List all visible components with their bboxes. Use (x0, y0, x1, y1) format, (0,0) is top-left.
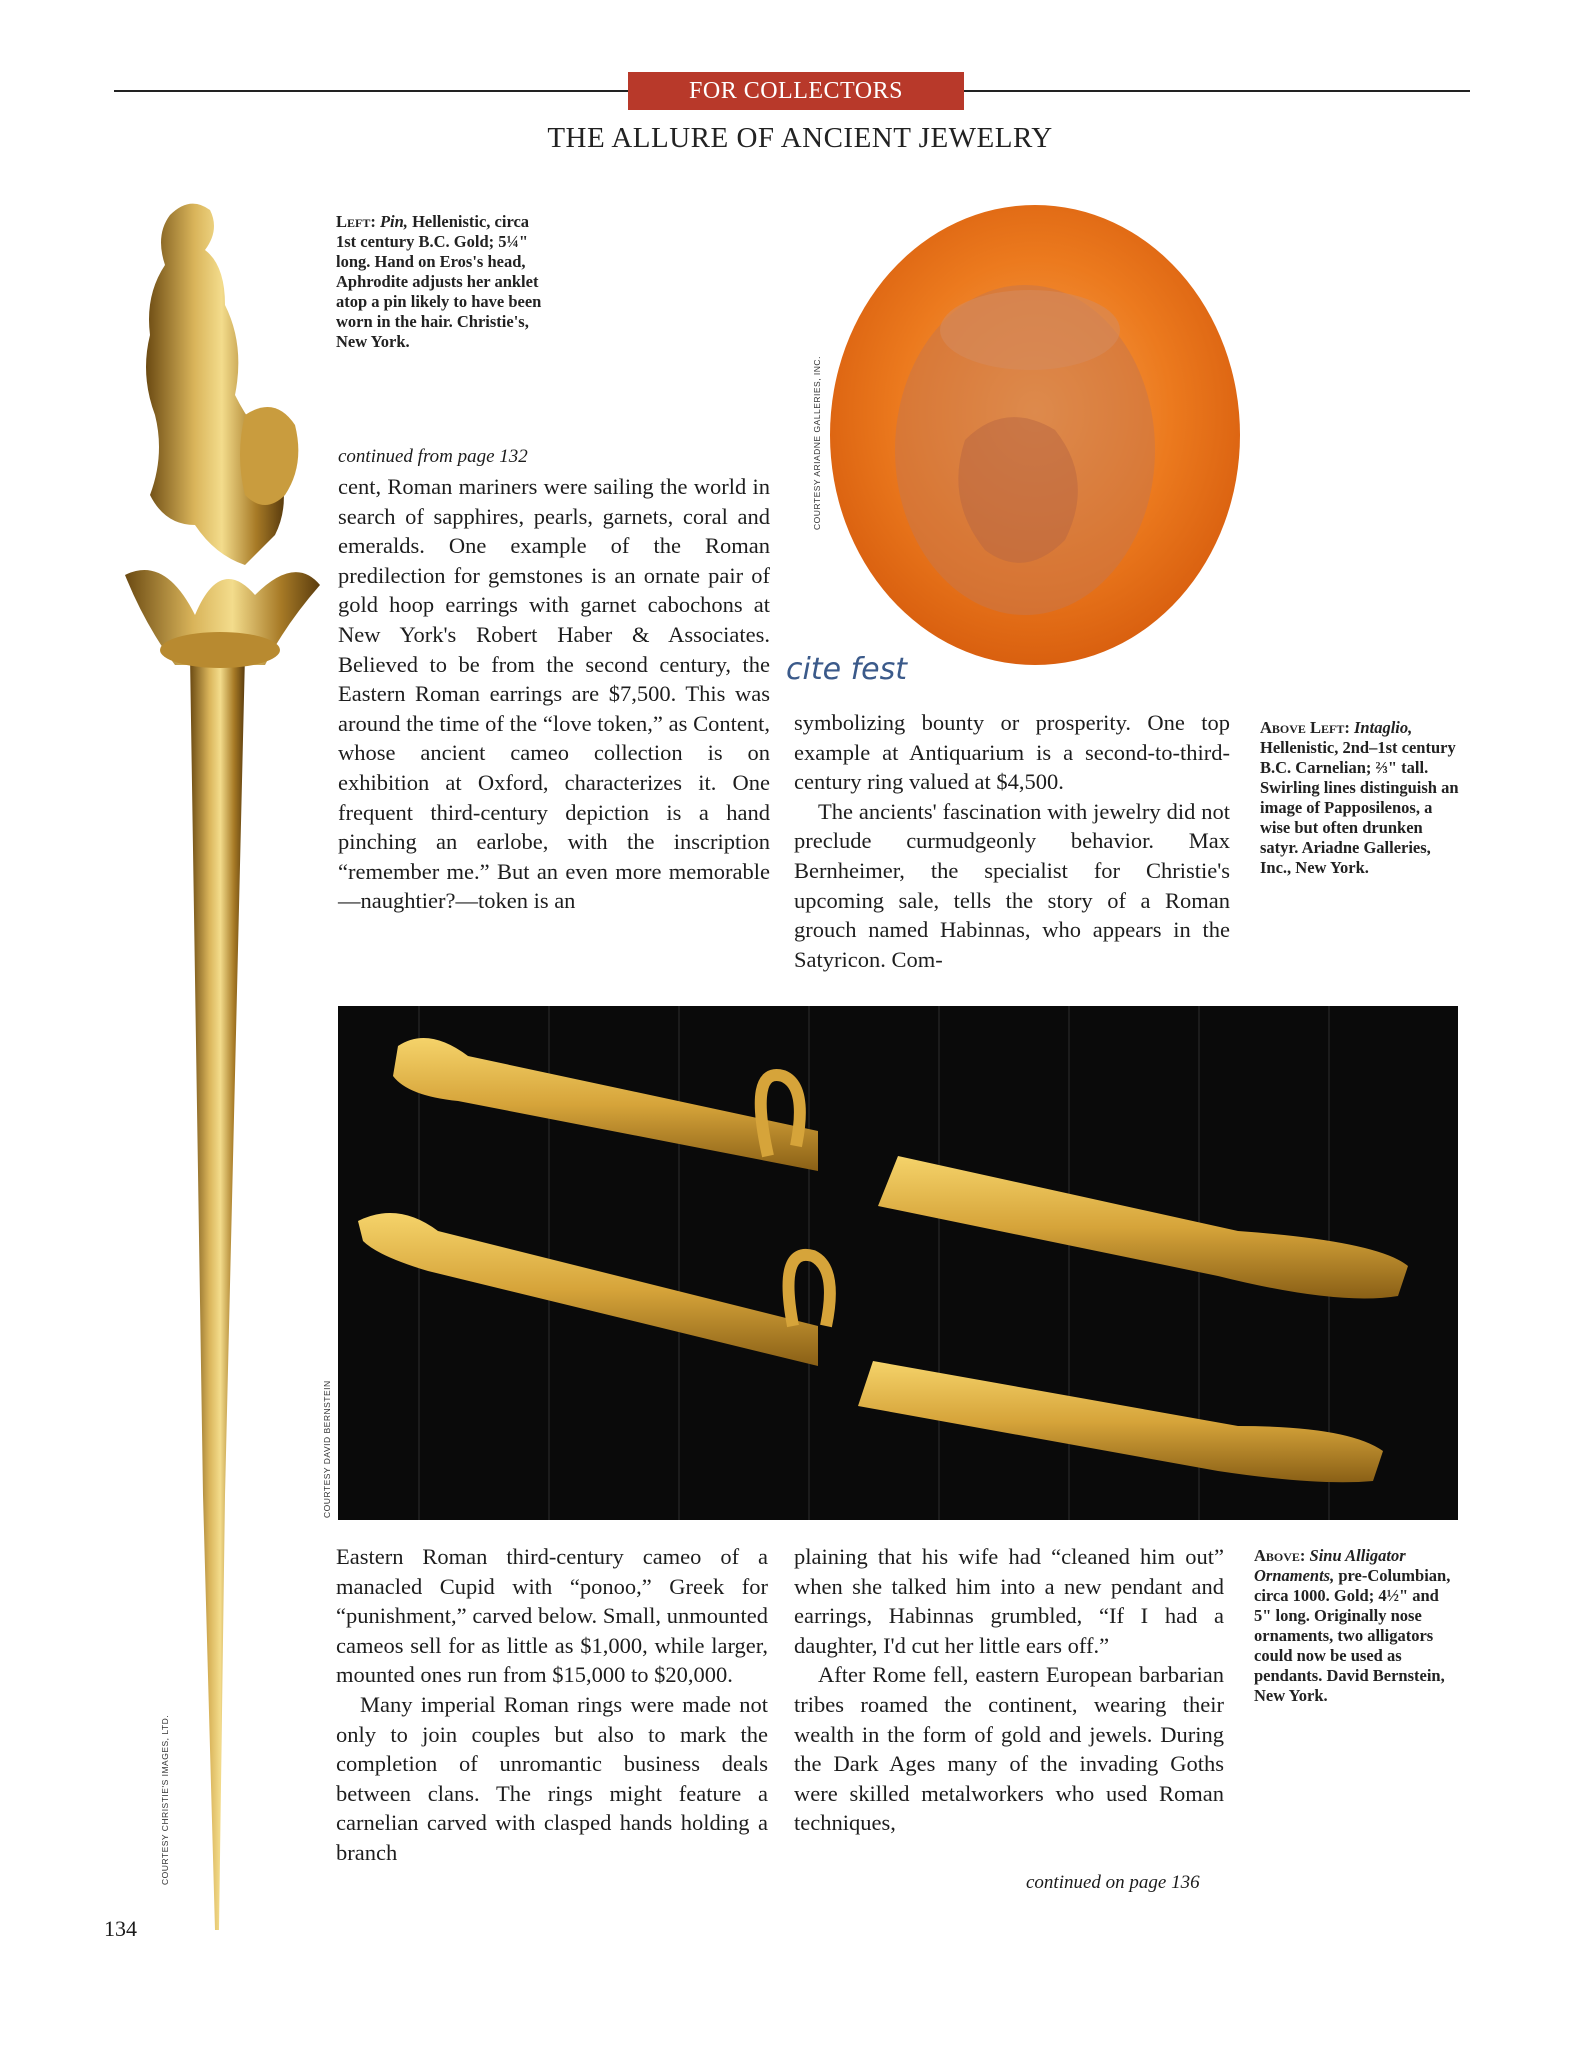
alligator-ornaments-photo (338, 1006, 1458, 1520)
caption-lead: Left: (336, 212, 376, 231)
credit-ariadne: COURTESY ARIADNE GALLERIES, INC. (812, 356, 822, 530)
caption-text: Hellenistic, circa 1st century B.C. Gold; 5¼" long. Hand on Eros's head, Aphrodite adjusts her anklet atop a pin likely to have been worn in the hair. Christie's, New York. (336, 212, 542, 351)
paragraph: Many imperial Roman rings were made not only to join couples but also to mark the completion of unromantic business deals between clans. The rings might feature a carnelian carved with clasped hands holding a branch (336, 1691, 768, 1865)
caption-lead: Above Left: (1260, 718, 1350, 737)
gold-pin-image (95, 195, 345, 1935)
column-1-top (338, 472, 770, 916)
column-2-bottom (794, 1542, 1224, 1838)
credit-bernstein: COURTESY DAVID BERNSTEIN (322, 1380, 332, 1518)
pin-collar (160, 632, 280, 668)
alligator-ornament-2 (878, 1156, 1408, 1299)
alligator-ornament-3 (358, 1213, 818, 1366)
wreath-engraving (940, 290, 1120, 370)
headline: THE ALLURE OF ANCIENT JEWELRY (547, 122, 1053, 154)
caption-title: Pin, (379, 212, 408, 231)
column-1-bottom (336, 1542, 768, 1868)
caption-title: Sinu Alligator Ornaments, (1254, 1546, 1406, 1585)
paragraph: plaining that his wife had “cleaned him out” when she talked him into a new pendant and earrings, Habinnas grumbled, “If I had a daughter, I'd cut her little ears off.” (794, 1544, 1224, 1658)
aphrodite-figure (146, 204, 284, 565)
pin-shaft (190, 655, 245, 1930)
alligator-ornament-1 (393, 1038, 818, 1171)
caption-text: pre-Columbian, circa 1000. Gold; 4½" and 5" long. Originally nose ornaments, two alligators could now be used as pendants. David Bernstein, New York. (1254, 1566, 1451, 1705)
alligator-ornament-4 (858, 1361, 1383, 1482)
credit-christies: COURTESY CHRISTIE'S IMAGES, LTD. (160, 1714, 170, 1885)
paragraph: cent, Roman mariners were sailing the world in search of sapphires, pearls, garnets, coral and emeralds. One example of the Roman predilection for gemstones is an ornate pair of gold hoop earrings with garnet cabochons at New York's Robert Haber & Associates. Believed to be from the second century, the Eastern Roman earrings are $7,500. This was around the time of the “love token,” as Content, whose ancient cameo collection is on exhibition at Oxford, characterizes it. One frequent third-century depiction is a hand pinching an earlobe, with the inscription “remember me.” But an even more memorable—naughtier?—token is an (338, 474, 770, 914)
paragraph: symbolizing bounty or prosperity. One top example at Antiquarium is a second-to-third-century ring valued at $4,500. (794, 710, 1230, 795)
continued-on: continued on page 136 (1026, 1872, 1200, 1893)
paragraph: After Rome fell, eastern European barbarian tribes roamed the continent, wearing their wealth in the form of gold and jewels. During the Dark Ages many of the invading Goths were skilled metalworkers who used Roman techniques, (794, 1662, 1224, 1836)
intaglio-caption (1260, 718, 1460, 878)
ornaments-caption (1254, 1546, 1454, 1706)
carnelian-intaglio-image (825, 200, 1245, 670)
pin-caption (336, 212, 546, 352)
section-label: FOR COLLECTORS (628, 72, 964, 110)
ornament-loop-2 (789, 1255, 830, 1326)
caption-lead: Above: (1254, 1546, 1306, 1565)
header-rule-left (114, 90, 628, 92)
caption-text: Hellenistic, 2nd–1st century B.C. Carnelian; ⅔" tall. Swirling lines distinguish an image of Papposilenos, a wise but often drunken satyr. Ariadne Galleries, Inc., New York. (1260, 738, 1459, 877)
page-number: 134 (104, 1916, 137, 1941)
eros-figure (240, 407, 298, 505)
header-rule-right (964, 90, 1470, 92)
paragraph: The ancients' fascination with jewelry did not preclude curmudgeonly behavior. Max Bernheimer, the specialist for Christie's upcoming sale, tells the story of a Roman grouch named Habinnas, who appears in the Satyricon. Com- (794, 798, 1230, 972)
caption-title: Intaglio, (1354, 718, 1413, 737)
handwritten-annotation: cite fest (786, 652, 907, 687)
column-2-top (794, 708, 1230, 974)
continued-from: continued from page 132 (338, 446, 528, 467)
paragraph: Eastern Roman third-century cameo of a manacled Cupid with “ponoo,” Greek for “punishment,” carved below. Small, unmounted cameos sell for as little as $1,000, while larger, mounted ones run from $15,000 to $20,000. (336, 1544, 768, 1688)
